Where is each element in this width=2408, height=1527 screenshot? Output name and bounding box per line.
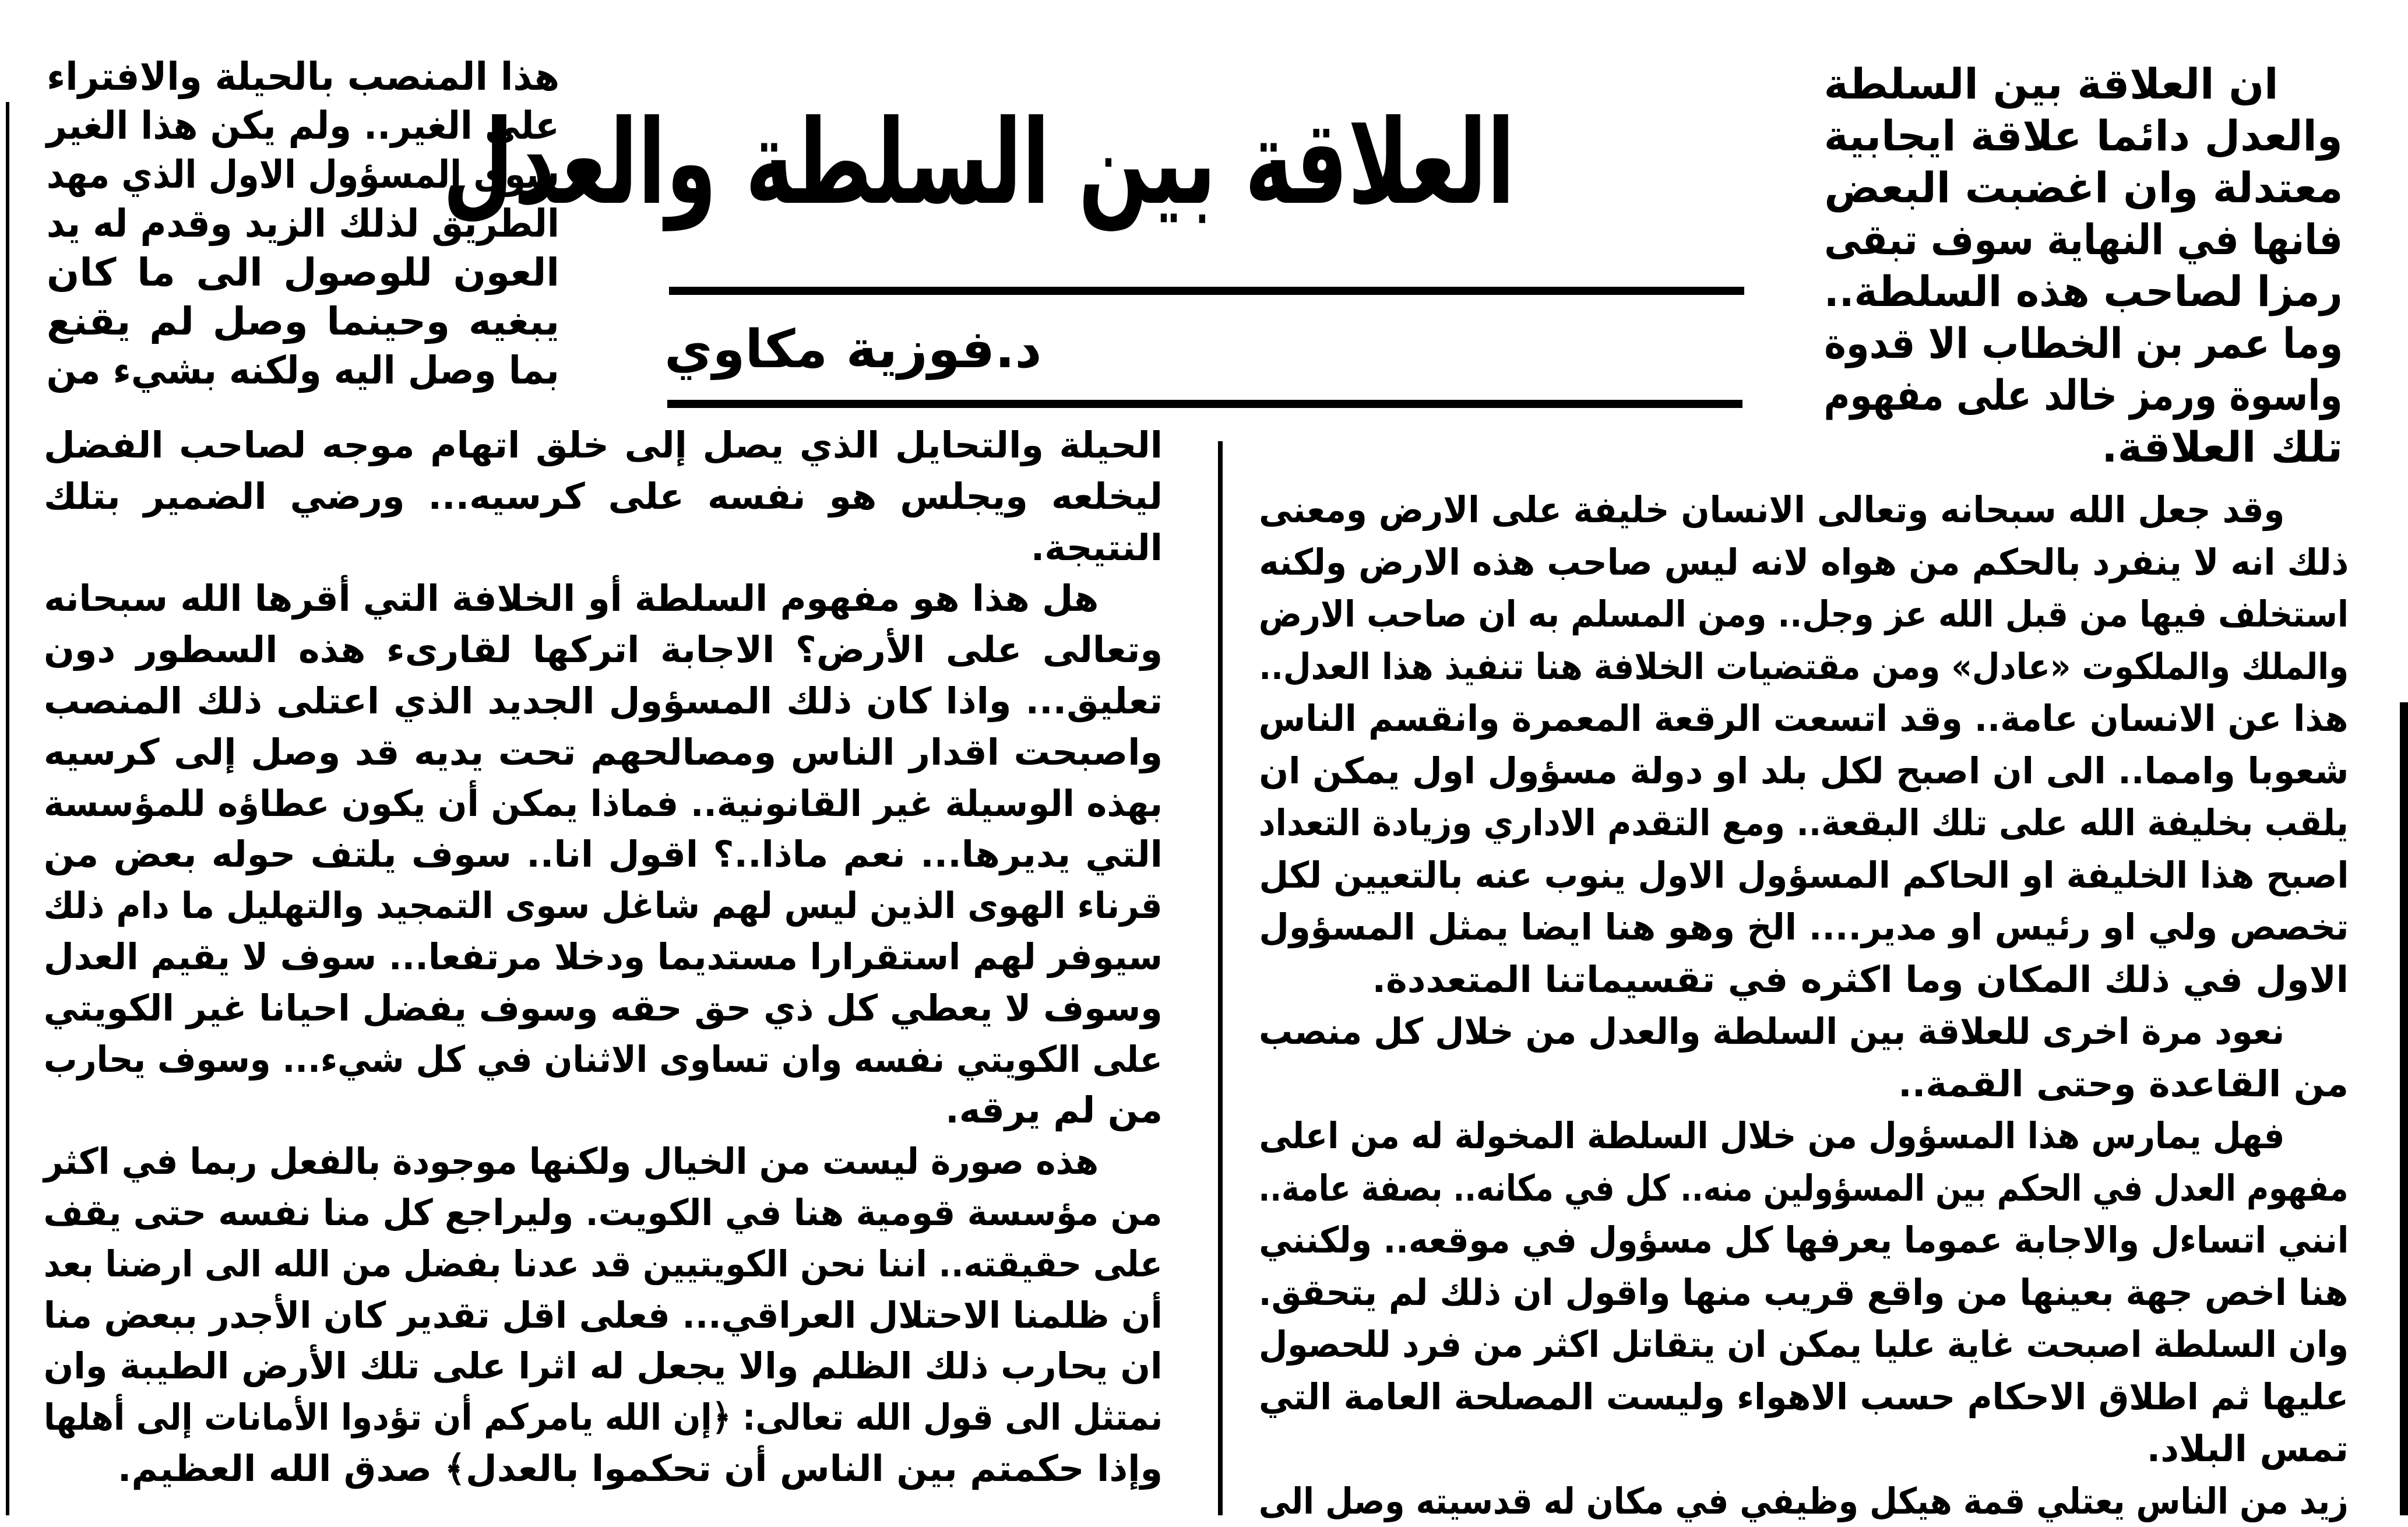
text-line: [44, 1136, 1163, 1187]
byline-rule-top: [669, 287, 1744, 295]
intro-line-text: رمزا لصاحب هذه السلطة..: [1824, 266, 2343, 318]
text-line-content: الاول في ذلك المكان وما اكثره في تقسيماتنا المتعددة.: [1372, 954, 2349, 1006]
text-line-content: وإذا حكمتم بين الناس أن تحكموا بالعدل﴾ صدق الله العظيم.: [118, 1443, 1163, 1494]
text-line-content: هذا المنصب بالحيلة والافتراء: [47, 52, 559, 101]
text-line: [44, 983, 1163, 1034]
text-line: [47, 346, 559, 395]
text-line: [44, 829, 1163, 880]
text-line: [44, 420, 1163, 471]
headline-container: [670, 87, 1742, 262]
intro-line: [1824, 58, 2343, 110]
text-line-content: ذلك انه لا ينفرد بالحكم من هواه لانه ليس صاحب هذه الارض ولكنه: [1259, 536, 2349, 589]
intro-line-text: تلك العلاقة.: [2101, 421, 2343, 473]
text-line-content: على الكويتي نفسه وان تساوى الاثنان في كل شيء... وسوف يحارب: [44, 1034, 1163, 1085]
text-line: [44, 1290, 1163, 1341]
text-line-content: والملك والملكوت «عادل» ومن مقتضيات الخلافة هنا تنفيذ هذا العدل..: [1259, 641, 2349, 693]
text-line-content: النتيجة.: [1031, 522, 1163, 573]
text-line-content: هذا عن الانسان عامة.. وقد اتسعت الرقعة المعمرة وانقسم الناس: [1259, 692, 2349, 745]
text-line-content: نعود مرة اخرى للعلاقة بين السلطة والعدل من خلال كل منصب: [1259, 1005, 2284, 1058]
text-line-content: سوى المسؤول الاول الذي مهد: [47, 150, 559, 199]
intro-line: [1824, 266, 2343, 318]
text-line-content: وسوف لا يعطي كل ذي حق حقه وسوف يفضل احيانا غير الكويتي: [44, 983, 1163, 1034]
text-line: [1259, 1162, 2349, 1215]
top-left-column: [47, 52, 559, 395]
intro-line-text: فانها في النهاية سوف تبقى: [1824, 214, 2343, 266]
text-line-content: هنا اخص جهة بعينها من واقع قريب منها واقول ان ذلك لم يتحقق.: [1259, 1266, 2349, 1319]
text-line: [1259, 588, 2349, 641]
intro-line: [1824, 370, 2343, 421]
headline: العلاقة بين السلطة والعدل: [442, 87, 1515, 239]
text-line: [1259, 797, 2349, 849]
intro-column: [1824, 58, 2343, 473]
text-line-content: عليها ثم اطلاق الاحكام حسب الاهواء وليست المصلحة العامة التي: [1259, 1371, 2349, 1423]
text-line: [1259, 484, 2349, 536]
text-line: [44, 624, 1163, 675]
text-line-content: انني اتساءل والاجابة عموما يعرفها كل مسؤول في موقعه.. ولكنني: [1259, 1214, 2349, 1266]
text-line: [47, 101, 559, 150]
text-line: [1259, 1423, 2349, 1475]
text-line-content: اصبح هذا الخليفة او الحاكم المسؤول الاول ينوب عنه بالتعيين لكل: [1259, 849, 2349, 902]
text-line: [1259, 536, 2349, 589]
text-line: [44, 573, 1163, 624]
text-line: [44, 931, 1163, 983]
text-line: [44, 1443, 1163, 1494]
text-line: [1259, 1214, 2349, 1266]
intro-line: [1824, 421, 2343, 473]
text-line-content: تخصص ولي او رئيس او مدير.... الخ وهو هنا ايضا يمثل المسؤول: [1259, 901, 2349, 954]
left-body-column: [44, 420, 1163, 1494]
text-line-content: هل هذا هو مفهوم السلطة أو الخلافة التي أقرها الله سبحانه: [44, 573, 1099, 624]
text-line: [1259, 1371, 2349, 1423]
text-line: [44, 1392, 1163, 1443]
intro-line-text: واسوة ورمز خالد على مفهوم: [1824, 370, 2343, 421]
text-line: [44, 727, 1163, 778]
text-line-content: استخلف فيها من قبل الله عز وجل.. ومن المسلم به ان صاحب الارض: [1259, 588, 2349, 641]
byline: د.فوزية مكاوي: [664, 309, 1072, 390]
text-line: [44, 1034, 1163, 1085]
text-line: [1259, 849, 2349, 902]
text-line: [1259, 1058, 2349, 1110]
text-line: [47, 248, 559, 297]
text-line-content: وتعالى على الأرض؟ الاجابة اتركها لقارىء هذه السطور دون: [44, 624, 1163, 675]
text-line: [1259, 692, 2349, 745]
text-line-content: وان السلطة اصبحت غاية عليا يمكن ان يتقاتل اكثر من فرد للحصول: [1259, 1318, 2349, 1371]
intro-line: [1824, 318, 2343, 370]
text-line: [1259, 1110, 2349, 1162]
right-body-column: [1259, 484, 2349, 1527]
text-line-content: سيوفر لهم استقرارا مستديما ودخلا مرتفعا... سوف لا يقيم العدل: [44, 931, 1163, 983]
text-line-content: مفهوم العدل في الحكم بين المسؤولين منه.. كل في مكانه.. بصفة عامة..: [1259, 1162, 2349, 1215]
text-line-content: تمس البلاد.: [2147, 1423, 2349, 1475]
text-line-content: من القاعدة وحتى القمة..: [1898, 1058, 2349, 1110]
text-line: [44, 522, 1163, 573]
text-line: [44, 880, 1163, 931]
text-line: [47, 52, 559, 101]
text-line: [47, 199, 559, 248]
text-line-content: واصبحت اقدار الناس ومصالحهم تحت يديه قد وصل إلى كرسيه: [44, 727, 1163, 778]
intro-line: [1824, 162, 2343, 214]
text-line-content: العون للوصول الى ما كان: [47, 248, 559, 297]
text-line: [44, 1187, 1163, 1239]
text-line-content: الطريق لذلك الزيد وقدم له يد: [47, 199, 559, 248]
text-line: [1259, 1318, 2349, 1371]
text-line-content: ليخلعه ويجلس هو نفسه على كرسيه... ورضي الضمير بتلك: [44, 471, 1163, 522]
text-line-content: الحيلة والتحايل الذي يصل إلى خلق اتهام موجه لصاحب الفضل: [44, 420, 1163, 471]
text-line-content: يبغيه وحينما وصل لم يقنع: [47, 297, 559, 346]
text-line-content: على حقيقته.. اننا نحن الكويتيين قد عدنا بفضل من الله الى ارضنا بعد: [44, 1239, 1163, 1290]
text-line: [1259, 954, 2349, 1006]
text-line-content: أن ظلمنا الاحتلال العراقي... فعلى اقل تقدير كان الأجدر ببعض منا: [44, 1290, 1163, 1341]
intro-line: [1824, 214, 2343, 266]
intro-line-text: وما عمر بن الخطاب الا قدوة: [1824, 318, 2343, 370]
text-line: [1259, 745, 2349, 797]
intro-line-text: ان العلاقة بين السلطة: [1824, 58, 2279, 110]
text-line: [44, 778, 1163, 829]
intro-line-text: معتدلة وان اغضبت البعض: [1824, 162, 2343, 214]
text-line: [44, 1239, 1163, 1290]
text-line: [1259, 1266, 2349, 1319]
text-line-content: فهل يمارس هذا المسؤول من خلال السلطة المخولة له من اعلى: [1259, 1110, 2284, 1162]
right-border-line: [2400, 702, 2408, 1515]
text-line-content: من مؤسسة قومية هنا في الكويت. وليراجع كل منا نفسه حتى يقف: [44, 1187, 1163, 1239]
text-line-content: تعليق... واذا كان ذلك المسؤول الجديد الذي اعتلى ذلك المنصب: [44, 675, 1163, 727]
text-line: [1259, 1005, 2349, 1058]
text-line-content: قرناء الهوى الذين ليس لهم شاغل سوى التمجيد والتهليل ما دام ذلك: [44, 880, 1163, 931]
text-line: [44, 1340, 1163, 1392]
text-line-content: زيد من الناس يعتلي قمة هيكل وظيفي في مكان له قدسيته وصل الى: [1259, 1475, 2349, 1527]
text-line: [44, 675, 1163, 727]
text-line-content: التي يديرها... نعم ماذا..؟ اقول انا.. سوف يلتف حوله بعض من: [44, 829, 1163, 880]
text-line: [44, 471, 1163, 522]
text-line-content: على الغير.. ولم يكن هذا الغير: [47, 101, 559, 150]
text-line-content: شعوبا وامما.. الى ان اصبح لكل بلد او دولة مسؤول اول يمكن ان: [1259, 745, 2349, 797]
text-line-content: نمتثل الى قول الله تعالى: ﴿إن الله يامركم أن تؤدوا الأمانات إلى أهلها: [44, 1392, 1163, 1443]
text-line: [1259, 901, 2349, 954]
byline-rule-bottom: [667, 400, 1742, 408]
text-line: [1259, 641, 2349, 693]
text-line: [44, 1085, 1163, 1136]
text-line: [47, 150, 559, 199]
text-line-content: من لم يرقه.: [945, 1085, 1163, 1136]
text-line-content: بما وصل اليه ولكنه بشيء من: [47, 346, 559, 395]
text-line-content: ان يحارب ذلك الظلم والا يجعل له اثرا على تلك الأرض الطيبة وان: [44, 1340, 1163, 1392]
text-line-content: بهذه الوسيلة غير القانونية.. فماذا يمكن أن يكون عطاؤه للمؤسسة: [44, 778, 1163, 829]
intro-line: [1824, 110, 2343, 162]
text-line: [47, 297, 559, 346]
text-line-content: يلقب بخليفة الله على تلك البقعة.. ومع التقدم الاداري وزيادة التعداد: [1259, 797, 2349, 849]
intro-line-text: والعدل دائما علاقة ايجابية: [1824, 110, 2343, 162]
text-line-content: وقد جعل الله سبحانه وتعالى الانسان خليفة على الارض ومعنى: [1259, 484, 2284, 536]
text-line: [1259, 1475, 2349, 1527]
text-line-content: هذه صورة ليست من الخيال ولكنها موجودة بالفعل ربما في اكثر: [44, 1136, 1099, 1187]
